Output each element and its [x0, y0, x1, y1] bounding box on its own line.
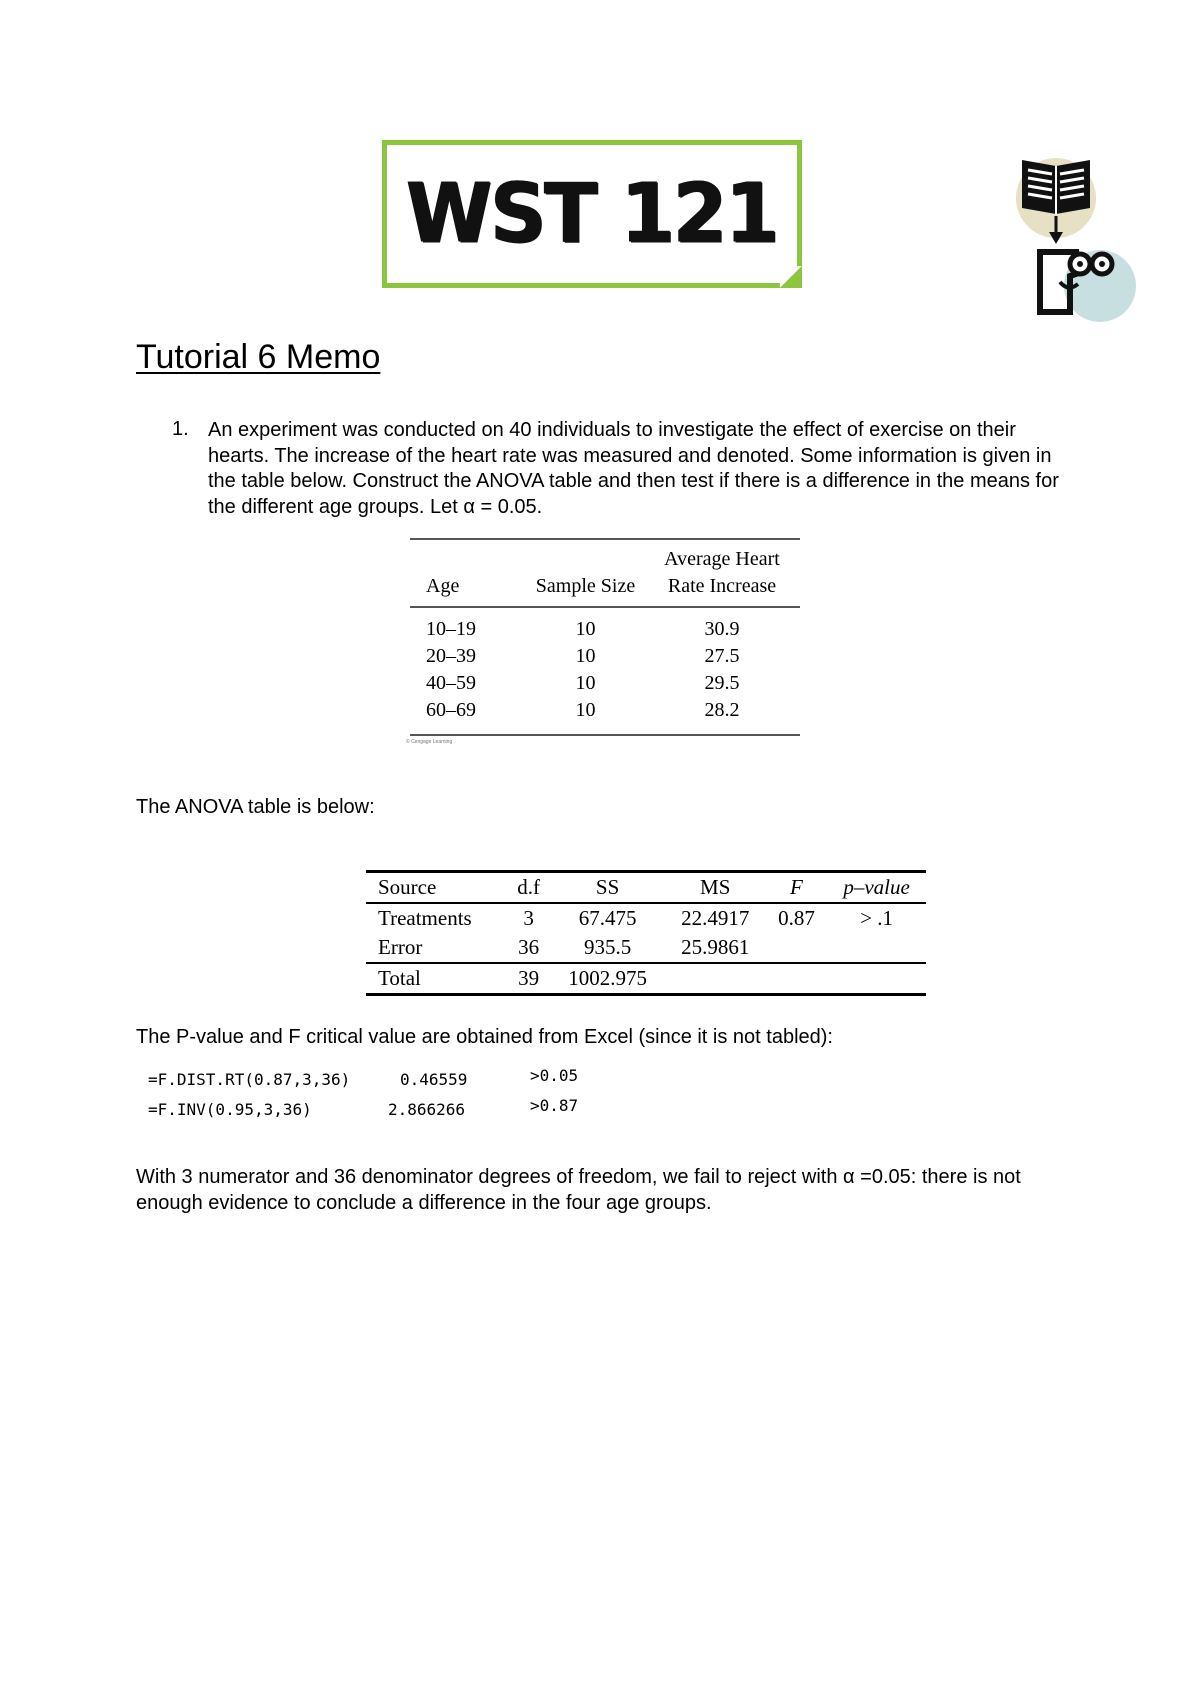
cell-f — [766, 963, 827, 995]
cell-age: 20–39 — [426, 645, 476, 667]
excel-intro-text: The P-value and F critical value are obtained from Excel (since it is not tabled): — [136, 1026, 833, 1048]
copyright-note: © Cengage Learning — [406, 739, 453, 745]
excel-value-fdist: 0.46559 — [400, 1070, 468, 1089]
cell-average: 30.9 — [704, 618, 740, 640]
cell-age: 40–59 — [426, 672, 476, 694]
cell-ss: 935.5 — [583, 935, 632, 959]
cell-ms: 25.9861 — [681, 935, 750, 959]
excel-formula-finv: =F.INV(0.95,3,36) — [148, 1100, 312, 1119]
header-age: Age — [426, 575, 460, 597]
header-ss: SS — [595, 875, 620, 899]
cell-source: Total — [378, 966, 421, 990]
excel-compare-fdist: >0.05 — [530, 1066, 579, 1085]
anova-intro-text: The ANOVA table is below: — [136, 796, 375, 818]
header-sample-size: Sample Size — [535, 575, 636, 597]
cell-age: 10–19 — [426, 618, 476, 640]
cell-df: 3 — [523, 906, 534, 930]
cell-f — [766, 933, 827, 963]
table-header-row — [410, 539, 800, 607]
cell-sample-size: 10 — [575, 618, 596, 640]
book-to-reader-icon — [1016, 152, 1136, 328]
course-banner — [382, 140, 802, 288]
cell-ms: 22.4917 — [681, 906, 750, 930]
cell-pvalue — [827, 933, 926, 963]
table-row — [366, 903, 926, 933]
header-f: F — [790, 875, 803, 899]
header-pvalue: p–value — [843, 875, 910, 899]
anova-table — [366, 870, 926, 996]
cell-sample-size: 10 — [575, 699, 596, 721]
table-row-total — [366, 963, 926, 995]
header-average-increase — [644, 539, 800, 607]
page-curl-corner — [780, 266, 802, 288]
table-row — [410, 643, 800, 670]
cell-pvalue: > .1 — [860, 906, 893, 930]
cell-average: 28.2 — [704, 699, 740, 721]
cell-source: Treatments — [378, 906, 472, 930]
age-heart-rate-table — [410, 538, 800, 736]
page-title: Tutorial 6 Memo — [136, 338, 381, 376]
table-row — [366, 933, 926, 963]
table-row — [410, 607, 800, 643]
table-row — [410, 670, 800, 697]
cell-ss: 1002.975 — [568, 966, 647, 990]
cell-source: Error — [378, 935, 423, 959]
question-number: 1. — [172, 418, 189, 440]
question-text: An experiment was conducted on 40 individuals to investigate the effect of exercise on their hearts. The increase of the heart rate was measured and denoted. Some information is given in the table below. Construct the ANOVA table and then test if there is a difference in the means for the different age groups. Let α = 0.05. — [208, 419, 1059, 518]
cell-df: 36 — [518, 935, 540, 959]
anova-header-row — [366, 872, 926, 904]
header-ms: MS — [700, 875, 731, 899]
cell-ms — [665, 963, 766, 995]
excel-value-finv: 2.866266 — [388, 1100, 466, 1119]
excel-compare-finv: >0.87 — [530, 1096, 579, 1115]
cell-average: 27.5 — [704, 645, 740, 667]
cell-sample-size: 10 — [575, 672, 596, 694]
header-source: Source — [378, 875, 437, 899]
cell-pvalue — [827, 963, 926, 995]
cell-df: 39 — [518, 966, 540, 990]
cell-age: 60–69 — [426, 699, 476, 721]
cell-f: 0.87 — [778, 906, 815, 930]
cell-average: 29.5 — [704, 672, 740, 694]
table-row — [410, 697, 800, 735]
header-average-line2: Rate Increase — [667, 575, 777, 597]
header-df: d.f — [517, 875, 540, 899]
course-code: WST 121 — [406, 166, 778, 262]
header-average-line1: Average Heart — [664, 548, 780, 570]
excel-formula-fdist: =F.DIST.RT(0.87,3,36) — [148, 1070, 351, 1089]
cell-sample-size: 10 — [575, 645, 596, 667]
conclusion-text: With 3 numerator and 36 denominator degrees of freedom, we fail to reject with α =0.05: there is not enough evidence to conclude a difference in the four age groups. — [136, 1166, 1021, 1214]
cell-ss: 67.475 — [578, 906, 637, 930]
